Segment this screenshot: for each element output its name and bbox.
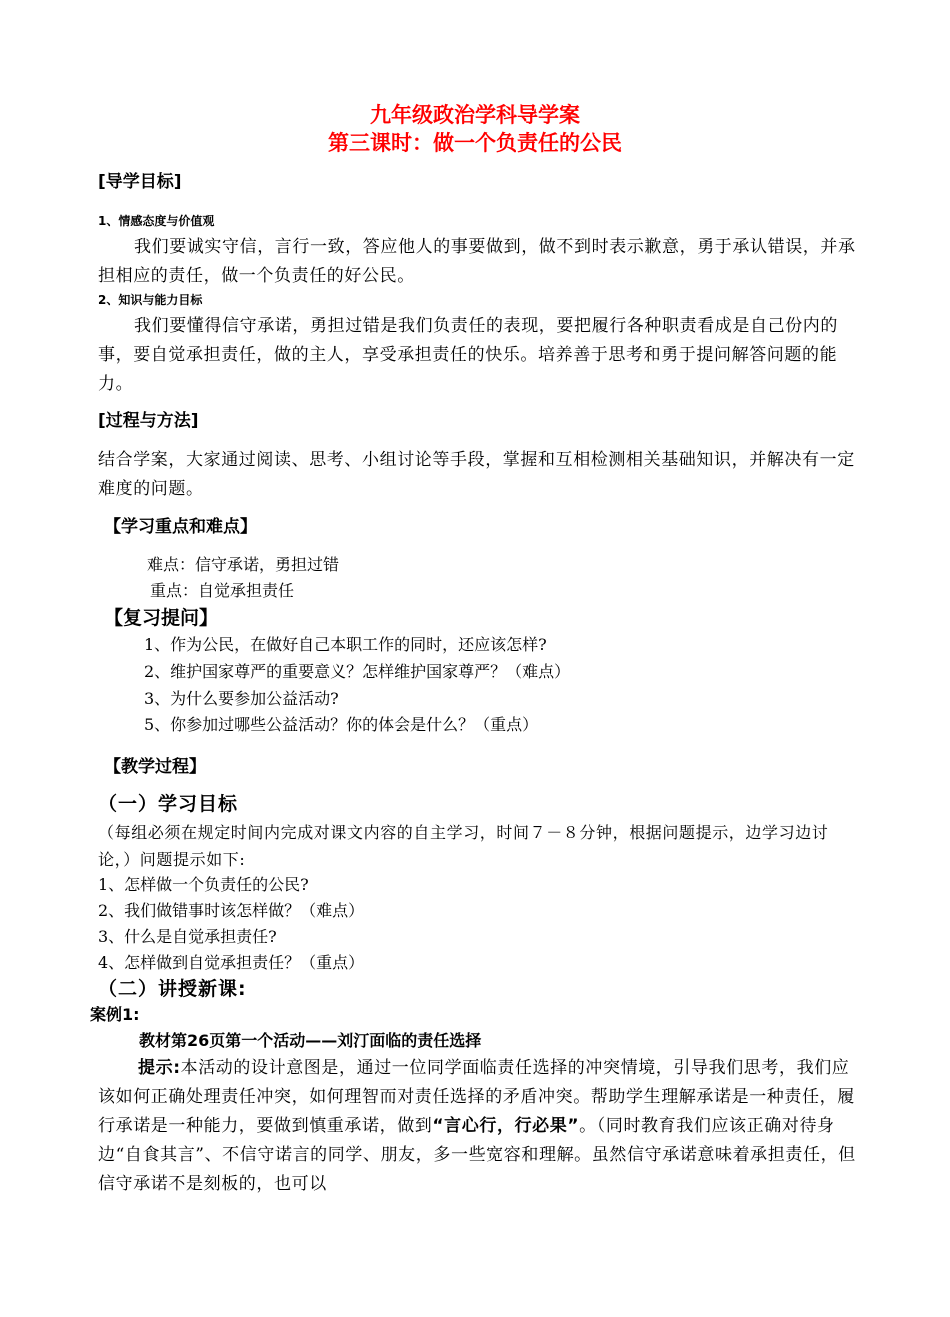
hint-paragraph: [98, 1054, 858, 1199]
objective-1-text: 我们要诚实守信，言行一致，答应他人的事要做到，做不到时表示歉意，勇于承认错误，并承担相应的责任，做一个负责任的好公民。: [98, 237, 856, 286]
section-1-item: 3、什么是自觉承担责任?: [98, 927, 277, 946]
hint-emphasis: “言心行，行必果”: [432, 1116, 580, 1136]
section-1-item: 1、怎样做一个负责任的公民?: [98, 875, 309, 894]
section-1-intro: （每组必须在规定时间内完成对课文内容的自主学习，时间７－８分钟，根据问题提示，边学习边讨论，）问题提示如下:: [98, 823, 829, 869]
hint-text-a: 本活动的设计意图是，通过一位同学面临责任选择的冲突情境，引导我们思考，我们应该如何正确处理责任冲突，如何理智而对责任选择的矛盾冲突。帮助学生理解承诺是一种责任，履行承诺是一种能力，要做到慎重承诺，做到: [98, 1058, 855, 1136]
objectives-heading: [导学目标]: [98, 172, 182, 192]
doc-title: 九年级政治学科导学案: [370, 103, 580, 127]
review-item: 2、维护国家尊严的重要意义？怎样维护国家尊严？（难点）: [144, 662, 571, 681]
review-item: 5、你参加过哪些公益活动？你的体会是什么？（重点）: [144, 715, 539, 734]
objective-2-label: 2、知识与能力目标: [98, 293, 203, 307]
objective-1-label: 1、情感态度与价值观: [98, 214, 215, 228]
key-points-heading: 【学习重点和难点】: [104, 517, 257, 537]
section-2-title: （二）讲授新课:: [98, 978, 247, 1000]
review-heading: 【复习提问】: [104, 607, 219, 629]
process-method-heading: [过程与方法]: [98, 411, 199, 431]
difficult-point: 难点：信守承诺，勇担过错: [147, 555, 340, 574]
teaching-heading: 【教学过程】: [104, 757, 206, 777]
objective-2-text: 我们要懂得信守承诺，勇担过错是我们负责任的表现，要把履行各种职责看成是自己份内的事，要自觉承担责任，做的主人，享受承担责任的快乐。培养善于思考和勇于提问解答问题的能力。: [98, 316, 838, 394]
review-item: 3、为什么要参加公益活动?: [144, 689, 339, 708]
doc-subtitle: 第三课时：做一个负责任的公民: [328, 131, 622, 155]
review-item: 1、作为公民，在做好自己本职工作的同时，还应该怎样?: [144, 635, 547, 654]
section-1-title: （一）学习目标: [98, 793, 239, 815]
hint-label: 提示:: [138, 1058, 181, 1078]
key-point: 重点：自觉承担责任: [150, 581, 295, 600]
section-1-item: 2、我们做错事时该怎样做？（难点）: [98, 901, 365, 920]
case-title: 教材第26页第一个活动——刘汀面临的责任选择: [139, 1031, 482, 1050]
hint-text-b: 。（同时教育我们应该正确对待身边“自食其言”、不信守诺言的同学、朋友，多一些宽容和理解。虽然信守承诺意味着承担责任，但信守承诺不是刻板的，也可以: [98, 1116, 856, 1194]
case-label: 案例1:: [90, 1005, 140, 1024]
section-1-item: 4、怎样做到自觉承担责任？（重点）: [98, 953, 365, 972]
process-method-text: 结合学案，大家通过阅读、思考、小组讨论等手段，掌握和互相检测相关基础知识，并解决有一定难度的问题。: [98, 450, 855, 499]
